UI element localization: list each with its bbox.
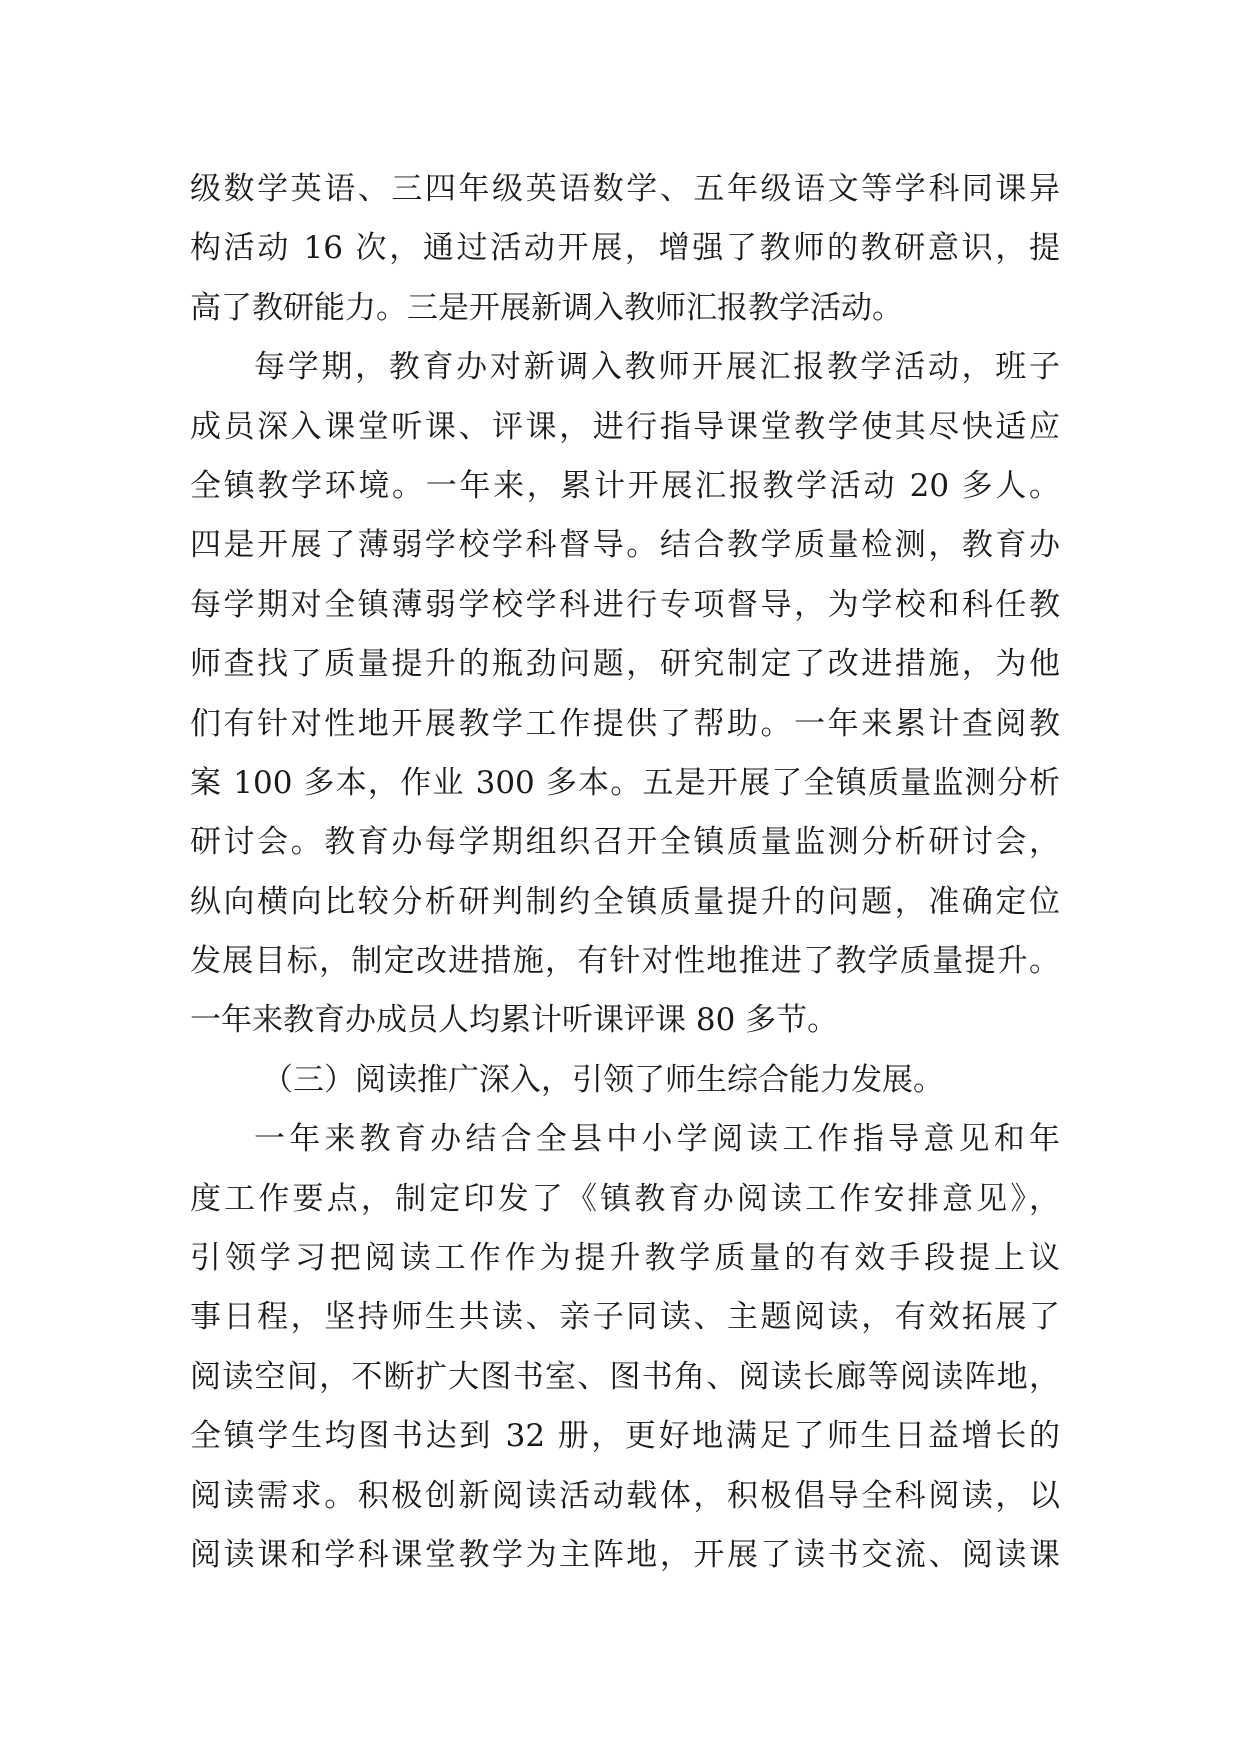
text-line: 案 100 多本，作业 300 多本。五是开展了全镇质量监测分析 xyxy=(190,764,1060,801)
text-line: 全镇教学环境。一年来，累计开展汇报教学活动 20 多人。 xyxy=(190,467,1060,504)
text-line: 师查找了质量提升的瓶劲问题，研究制定了改进措施，为他 xyxy=(190,646,1060,683)
text-line: 引领学习把阅读工作作为提升教学质量的有效手段提上议 xyxy=(190,1240,1060,1277)
text-line: 每学期，教育办对新调入教师开展汇报教学活动，班子 xyxy=(254,349,1060,386)
text-line: 构活动 16 次，通过活动开展，增强了教师的教研意识，提 xyxy=(190,230,1060,267)
text-line: 事日程，坚持师生共读、亲子同读、主题阅读，有效拓展了 xyxy=(190,1299,1060,1336)
text-line: 发展目标，制定改进措施，有针对性地推进了教学质量提升。 xyxy=(190,943,1060,980)
body-text xyxy=(190,160,1060,1585)
text-line: 一年来教育办结合全县中小学阅读工作指导意见和年 xyxy=(254,1121,1060,1158)
text-line: 高了教研能力。三是开展新调入教师汇报教学活动。 xyxy=(190,289,903,326)
text-line: 阅读课和学科课堂教学为主阵地，开展了读书交流、阅读课 xyxy=(190,1536,1060,1573)
text-line: 纵向横向比较分析研判制约全镇质量提升的问题，准确定位 xyxy=(190,883,1060,920)
text-line: 级数学英语、三四年级英语数学、五年级语文等学科同课异 xyxy=(190,171,1060,207)
text-line: 成员深入课堂听课、评课，进行指导课堂教学使其尽快适应 xyxy=(190,408,1060,445)
section-heading: （三）阅读推广深入，引领了师生综合能力发展。 xyxy=(262,1061,944,1098)
text-line: 一年来教育办成员人均累计听课评课 80 多节。 xyxy=(190,1002,839,1039)
text-line: 度工作要点，制定印发了《镇教育办阅读工作安排意见》， xyxy=(190,1180,1060,1217)
text-line: 全镇学生均图书达到 32 册，更好地满足了师生日益增长的 xyxy=(190,1418,1060,1455)
text-line: 阅读空间，不断扩大图书室、图书角、阅读长廊等阅读阵地， xyxy=(190,1358,1060,1395)
text-line: 四是开展了薄弱学校学科督导。结合教学质量检测，教育办 xyxy=(190,527,1060,564)
text-line: 研讨会。教育办每学期组织召开全镇质量监测分析研讨会， xyxy=(190,824,1060,861)
text-line: 每学期对全镇薄弱学校学科进行专项督导，为学校和科任教 xyxy=(190,586,1060,623)
text-line: 们有针对性地开展教学工作提供了帮助。一年来累计查阅教 xyxy=(190,705,1060,742)
text-line: 阅读需求。积极创新阅读活动载体，积极倡导全科阅读，以 xyxy=(190,1477,1060,1514)
